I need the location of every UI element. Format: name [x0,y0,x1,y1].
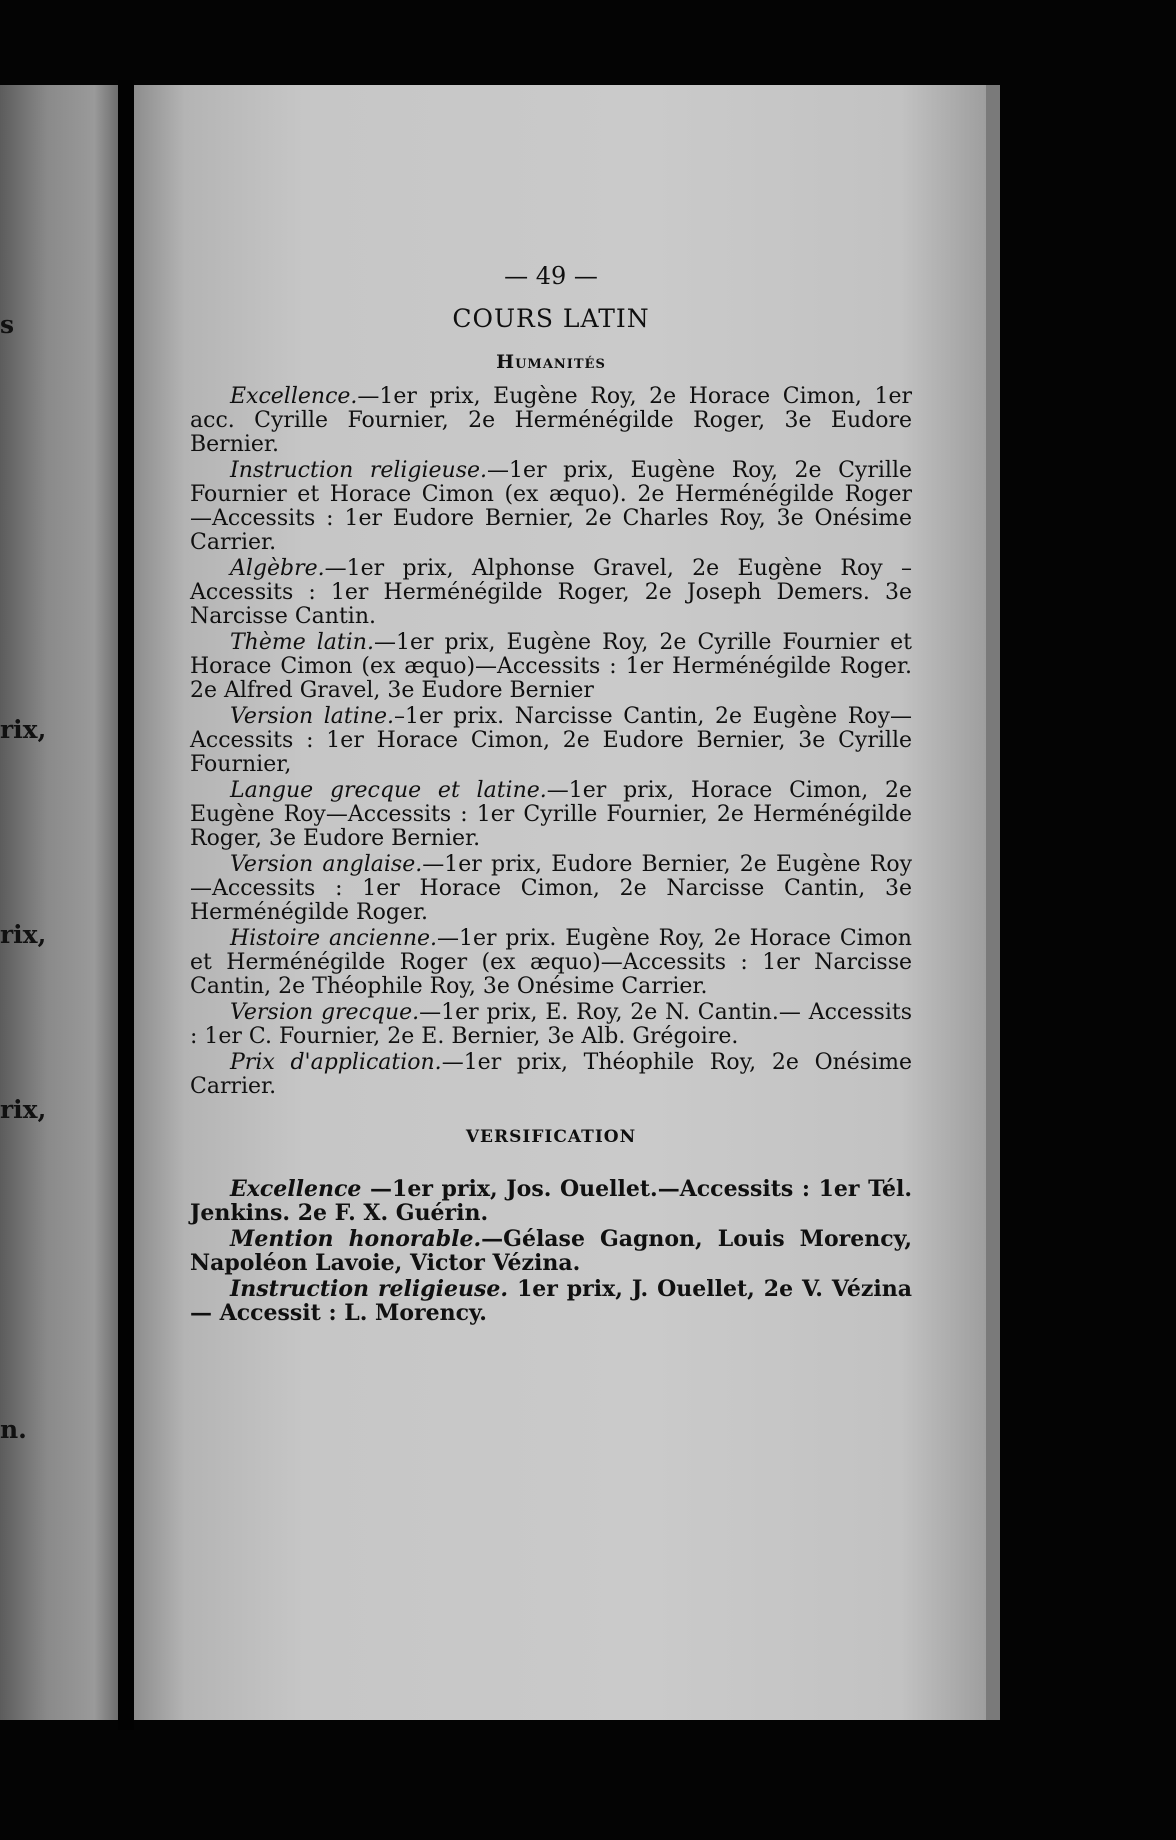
prize-text: –1er prix. Narcisse Cantin, 2e Eugène Roy—Accessits : 1er Horace Cimon, 2e Eudore Bernier, 3e Cyrille Fournier, [190,704,912,777]
prize-text: 1er prix, J. Ouellet, 2e V. Vézina— Accessit : L. Morency. [190,1276,912,1326]
prize-text: —1er prix, Alphonse Gravel, 2e Eugène Roy – Accessits : 1er Herménégilde Roger, 2e Joseph Demers. 3e Narcisse Cantin. [190,556,912,629]
prize-text: —1er prix. Eugène Roy, 2e Horace Cimon et Herménégilde Roger (ex æquo)—Accessits : 1er Narcisse Cantin, 2e Théophile Roy, 3e Onésime Carrier. [190,926,912,999]
facing-page-fragment: rix, [0,1095,47,1124]
prize-label: Thème latin. [230,630,374,655]
humanites-list [190,385,912,1099]
prize-text: —1er prix, Jos. Ouellet.—Accessits : 1er Tél. Jenkins. 2e F. X. Guérin. [190,1176,912,1226]
facing-page-edge [0,85,118,1720]
page-text [190,262,912,1327]
prize-label: Prix d'application. [230,1050,442,1075]
page-number: — 49 — [504,262,598,290]
subsection-title: Humanités [496,351,606,373]
prize-label: Histoire ancienne. [230,926,438,951]
prize-entry [190,459,912,555]
facing-page-fragment: n. [0,1415,27,1444]
prize-entry [190,1177,912,1225]
prize-entry [190,385,912,457]
prize-text: —1er prix, Eugène Roy, 2e Horace Cimon, 1er acc. Cyrille Fournier, 2e Herménégilde Roger, 3e Eudore Bernier. [190,384,912,457]
prize-label: Excellence [230,1176,362,1202]
page-edge [986,85,1000,1720]
prize-entry [190,927,912,999]
prize-text: —1er prix, Horace Cimon, 2e Eugène Roy—Accessits : 1er Cyrille Fournier, 2e Herménégilde Roger, 3e Eudore Bernier. [190,778,912,851]
prize-entry [190,557,912,629]
prize-entry [190,705,912,777]
prize-text: —1er prix, Eudore Bernier, 2e Eugène Roy—Accessits : 1er Horace Cimon, 2e Narcisse Cantin, 3e Herménégilde Roger. [190,852,913,925]
prize-label: Algèbre. [230,556,325,581]
prize-text: —1er prix, Eugène Roy, 2e Cyrille Fournier et Horace Cimon (ex æquo)—Accessits : 1er Herménégilde Roger. 2e Alfred Gravel, 3e Eudore Bernier [190,630,912,703]
versification-title: VERSIFICATION [465,1127,637,1147]
prize-entry [190,631,912,703]
facing-page-fragment: rix, [0,920,47,949]
prize-entry [190,779,912,851]
prize-text: —1er prix, Eugène Roy, 2e Cyrille Fournier et Horace Cimon (ex æquo). 2e Herménégilde Roger —Accessits : 1er Eudore Bernier, 2e Charles Roy, 3e Onésime Carrier. [190,458,913,555]
prize-entry [190,1227,912,1275]
facing-page-fragment: rix, [0,715,47,744]
prize-label: Excellence. [230,384,358,409]
versification-list [190,1177,912,1325]
prize-label: Langue grecque et latine. [230,778,547,803]
prize-label: Version grecque. [230,1000,420,1025]
prize-entry [190,853,912,925]
prize-text: —Gélase Gagnon, Louis Morency, Napoléon Lavoie, Victor Vézina. [190,1226,912,1276]
prize-entry [190,1001,912,1049]
prize-text: —1er prix, E. Roy, 2e N. Cantin.— Accessits : 1er C. Fournier, 2e E. Bernier, 3e Alb. Grégoire. [190,1000,912,1049]
prize-label: Version anglaise. [230,852,423,877]
prize-text: —1er prix, Théophile Roy, 2e Onésime Carrier. [190,1050,912,1099]
prize-label: Instruction religieuse. [230,1276,509,1302]
prize-entry [190,1051,912,1099]
book-gutter [118,80,134,1730]
section-title: COURS LATIN [452,304,650,333]
prize-label: Version latine. [230,704,394,729]
facing-page-fragment: s [0,310,15,339]
prize-label: Instruction religieuse. [230,458,488,483]
prize-label: Mention honorable. [230,1226,482,1252]
prize-entry [190,1277,912,1325]
